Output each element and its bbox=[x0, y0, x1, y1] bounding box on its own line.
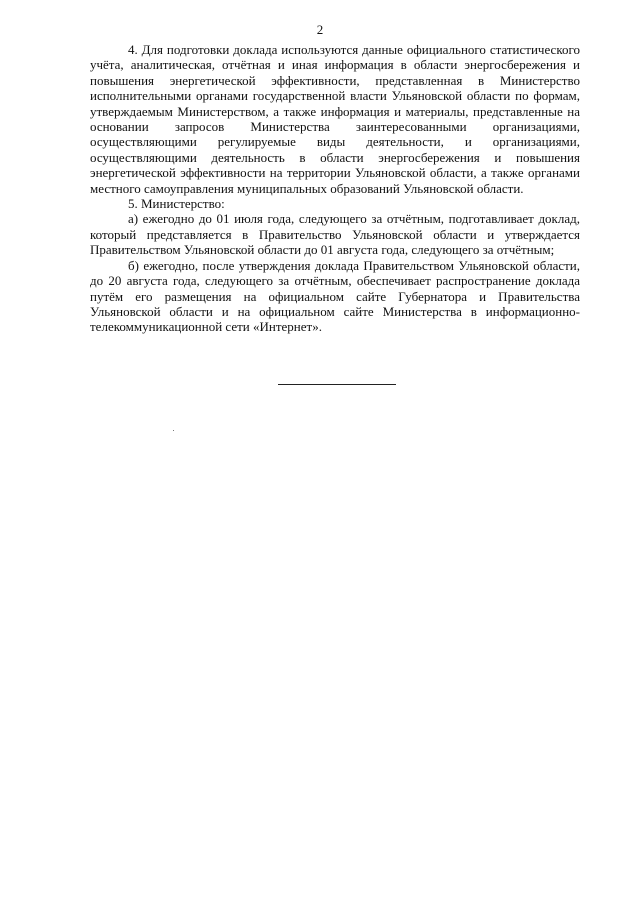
scan-speck bbox=[173, 430, 174, 431]
end-separator-line bbox=[278, 384, 396, 385]
paragraph-subitem-a: а) ежегодно до 01 июля года, следующего за отчётным, подготавливает доклад, который представляется в Правительство Ульяновской области и утверждается Правительством Ульяновской области до 01 августа года, следующего за отчётным; bbox=[90, 211, 580, 258]
document-body bbox=[90, 42, 580, 335]
paragraph-item-5-heading: 5. Министерство: bbox=[128, 196, 225, 212]
paragraph-item-4: 4. Для подготовки доклада используются данные официального статистического учёта, аналитическая, отчётная и иная информация в области энергосбережения и повышения энергетической эффективности, представленная в Министерство исполнительными органами государственной власти Ульяновской области по формам, утверждаемым Министерством, а также информация и материалы, представленные на основании запросов Министерства заинтересованными организациями, осуществляющими регулируемые виды деятельности, и организациями, осуществляющими деятельность в области энергосбережения и повышения энергетической эффективности на территории Ульяновской области, а также органами местного самоуправления муниципальных образований Ульяновской области. bbox=[90, 42, 580, 196]
paragraph-subitem-b: б) ежегодно, после утверждения доклада Правительством Ульяновской области, до 20 августа года, следующего за отчётным, обеспечивает распространение доклада путём его размещения на официальном сайте Губернатора и Правительства Ульяновской области и на официальном сайте Министерства в информационно-телекоммуникационной сети «Интернет». bbox=[90, 257, 580, 335]
page-number: 2 bbox=[316, 22, 324, 37]
